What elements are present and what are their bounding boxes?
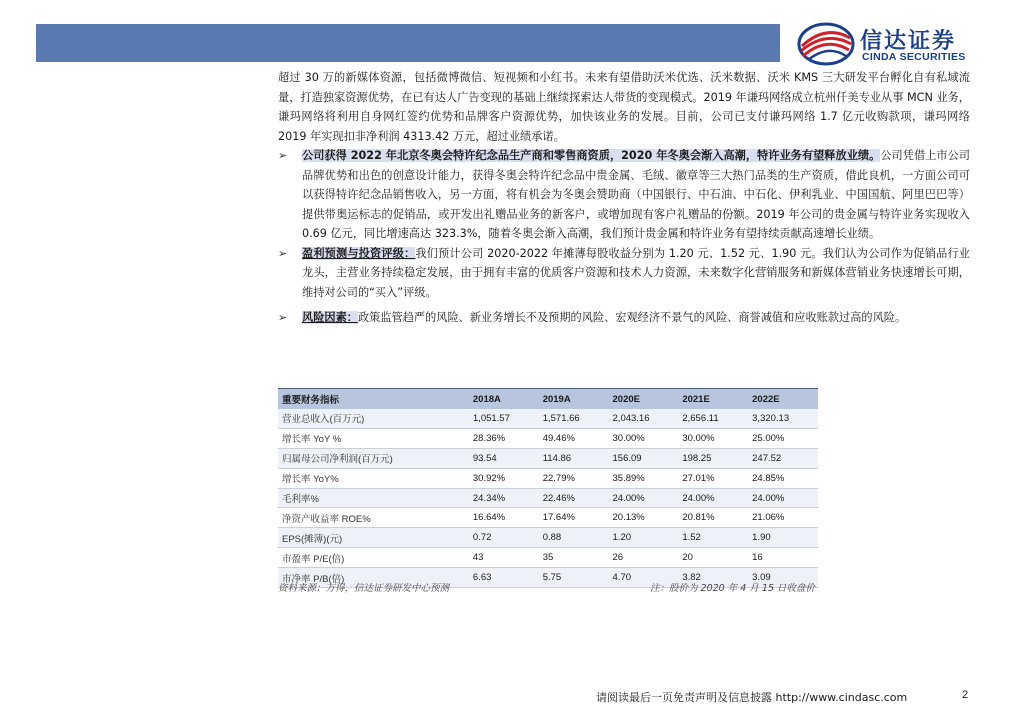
row-value: 35.89% [609, 468, 679, 488]
table-source: 资料来源：万得，信达证券研发中心预测 [278, 583, 450, 594]
bullet-risk-lead: 风险因素： [302, 311, 358, 324]
bullet-arrow-icon: ➢ [278, 246, 288, 260]
table-header-cell: 重要财务指标 [278, 389, 469, 410]
row-value: 3,320.13 [748, 409, 818, 428]
row-label: 增长率 YoY% [278, 468, 469, 488]
row-value: 26 [609, 548, 679, 568]
table-header-cell: 2020E [609, 389, 679, 410]
table-row [278, 548, 818, 568]
row-label: EPS(摊薄)(元) [278, 528, 469, 548]
row-value: 198.25 [678, 448, 748, 468]
table-header-row [278, 389, 818, 410]
row-value: 156.09 [609, 448, 679, 468]
bullet-arrow-icon: ➢ [278, 149, 288, 162]
bullet-arrow-icon: ➢ [278, 311, 288, 324]
row-value: 30.92% [469, 468, 539, 488]
row-value: 24.00% [609, 488, 679, 508]
logo-cn: 信达证券 [860, 29, 957, 54]
row-label: 增长率 YoY % [278, 428, 469, 448]
footer-disclaimer: 请阅读最后一页免责声明及信息披露 http://www.cindasc.com [596, 691, 908, 704]
table-header-cell: 2022E [748, 389, 818, 410]
table-row [278, 468, 818, 488]
row-value: 1.20 [609, 528, 679, 548]
row-value: 20 [678, 548, 748, 568]
row-value: 22.46% [539, 488, 609, 508]
table-row [278, 508, 818, 528]
table-row [278, 488, 818, 508]
paragraph-mcn: 超过 30 万的新媒体资源，包括微博微信、短视频和小红书。未来有望借助沃米优选、沃米数据、沃米 KMS 三大研发平台孵化自有私域流量，打造独家资源优势，在已有达人广告变现的基础上继续探索达人带货的变现模式。2019 年谦玛网络成立杭州仟美专业从事 MCN 业务，谦玛网络将利用自身网红签约优势和品牌客户资源优势，加快该业务的发展。目前，公司已支付谦玛网络 1.7 亿元收购款项，谦玛网络 2019 年实现扣非净利润 4313.42 万元，超过业绩承诺。 [278, 71, 970, 143]
table-row [278, 409, 818, 428]
report-body [278, 68, 970, 328]
bullet-risk-text: 政策监管趋严的风险、新业务增长不及预期的风险、宏观经济不景气的风险、商誉减值和应收账款过高的风险。 [357, 311, 907, 324]
row-value: 30.00% [678, 428, 748, 448]
row-value: 16.64% [469, 508, 539, 528]
row-value: 24.00% [678, 488, 748, 508]
row-value: 247.52 [748, 448, 818, 468]
bullet-forecast [278, 244, 970, 303]
row-value: 20.13% [609, 508, 679, 528]
bullet-olympics-highlight: 公司获得 2022 年北京冬奥会特许纪念品生产商和零售商资质，2020 年冬奥会渐入高潮，特许业务有望释放业绩。 [302, 149, 881, 162]
logo-en: CINDA SECURITIES [862, 51, 966, 63]
row-value: 43 [469, 548, 539, 568]
row-value: 1.52 [678, 528, 748, 548]
row-label: 归属母公司净利润(百万元) [278, 448, 469, 468]
table-header-cell: 2018A [469, 389, 539, 410]
row-value: 114.86 [539, 448, 609, 468]
row-value: 1.90 [748, 528, 818, 548]
table-row [278, 428, 818, 448]
row-value: 1,571.66 [539, 409, 609, 428]
row-value: 22.79% [539, 468, 609, 488]
table-row [278, 528, 818, 548]
row-label: 市净率 P/B(倍) [278, 568, 469, 588]
row-value: 2,043.16 [609, 409, 679, 428]
row-value: 3.82 [678, 568, 748, 588]
cinda-logo-icon [796, 20, 856, 68]
row-value: 5.75 [539, 568, 609, 588]
row-value: 0.72 [469, 528, 539, 548]
row-label: 净资产收益率 ROE% [278, 508, 469, 528]
row-value: 28.36% [469, 428, 539, 448]
header-band [36, 24, 780, 62]
row-label: 营业总收入(百万元) [278, 409, 469, 428]
row-value: 2,656.11 [678, 409, 748, 428]
row-value: 27.01% [678, 468, 748, 488]
row-value: 4.70 [609, 568, 679, 588]
row-value: 35 [539, 548, 609, 568]
row-value: 24.34% [469, 488, 539, 508]
table-note: 注：股价为 2020 年 4 月 15 日收盘价 [650, 583, 815, 594]
row-label: 市盈率 P/E(倍) [278, 548, 469, 568]
row-value: 24.85% [748, 468, 818, 488]
financial-table [278, 388, 818, 588]
row-value: 6.63 [469, 568, 539, 588]
row-value: 0.88 [539, 528, 609, 548]
bullet-risk [278, 308, 970, 328]
page-number: 2 [962, 689, 969, 701]
bullet-olympics [278, 146, 970, 244]
bullet-olympics-text: 公司凭借上市公司品牌优势和出色的创意设计能力，获得冬奥会特许纪念品中贵金属、毛绒、徽章等三大热门品类的生产资质，借此良机，一方面公司可以获得特许纪念品销售收入，另一方面，将有机会为冬奥会赞助商（中国银行、中石油、中石化、伊利乳业、中国国航、阿里巴巴等）提供带奥运标志的促销品，或开发出礼赠品业务的新客户，或增加现有客户礼赠品的份额。2019 年公司的贵金属与特许业务实现收入 0.69 亿元，同比增速高达 323.3%，随着冬奥会渐入高潮，我们预计贵金属和特许业务有望持续贡献高速增长业绩。 [302, 149, 970, 240]
row-value: 1,051.57 [469, 409, 539, 428]
bullet-forecast-text: 我们预计公司 2020-2022 年摊薄每股收益分别为 1.20 元、1.52 元、1.90 元。我们认为公司作为促销品行业龙头，主营业务持续稳定发展，由于拥有丰富的优质客户资源和技术人力资源，未来数字化营销服务和新媒体营销业务快速增长可期，维持对公司的“买入”评级。 [302, 246, 970, 299]
table-row [278, 448, 818, 468]
row-value: 25.00% [748, 428, 818, 448]
table-header-cell: 2021E [678, 389, 748, 410]
row-value: 49.46% [539, 428, 609, 448]
table-header-cell: 2019A [539, 389, 609, 410]
row-value: 30.00% [609, 428, 679, 448]
row-value: 21.06% [748, 508, 818, 528]
row-value: 16 [748, 548, 818, 568]
row-value: 3.09 [748, 568, 818, 588]
cinda-logo [796, 20, 976, 68]
row-value: 93.54 [469, 448, 539, 468]
row-value: 20.81% [678, 508, 748, 528]
row-value: 24.00% [748, 488, 818, 508]
row-value: 17.64% [539, 508, 609, 528]
bullet-forecast-lead: 盈利预测与投资评级： [302, 246, 416, 260]
row-label: 毛利率% [278, 488, 469, 508]
